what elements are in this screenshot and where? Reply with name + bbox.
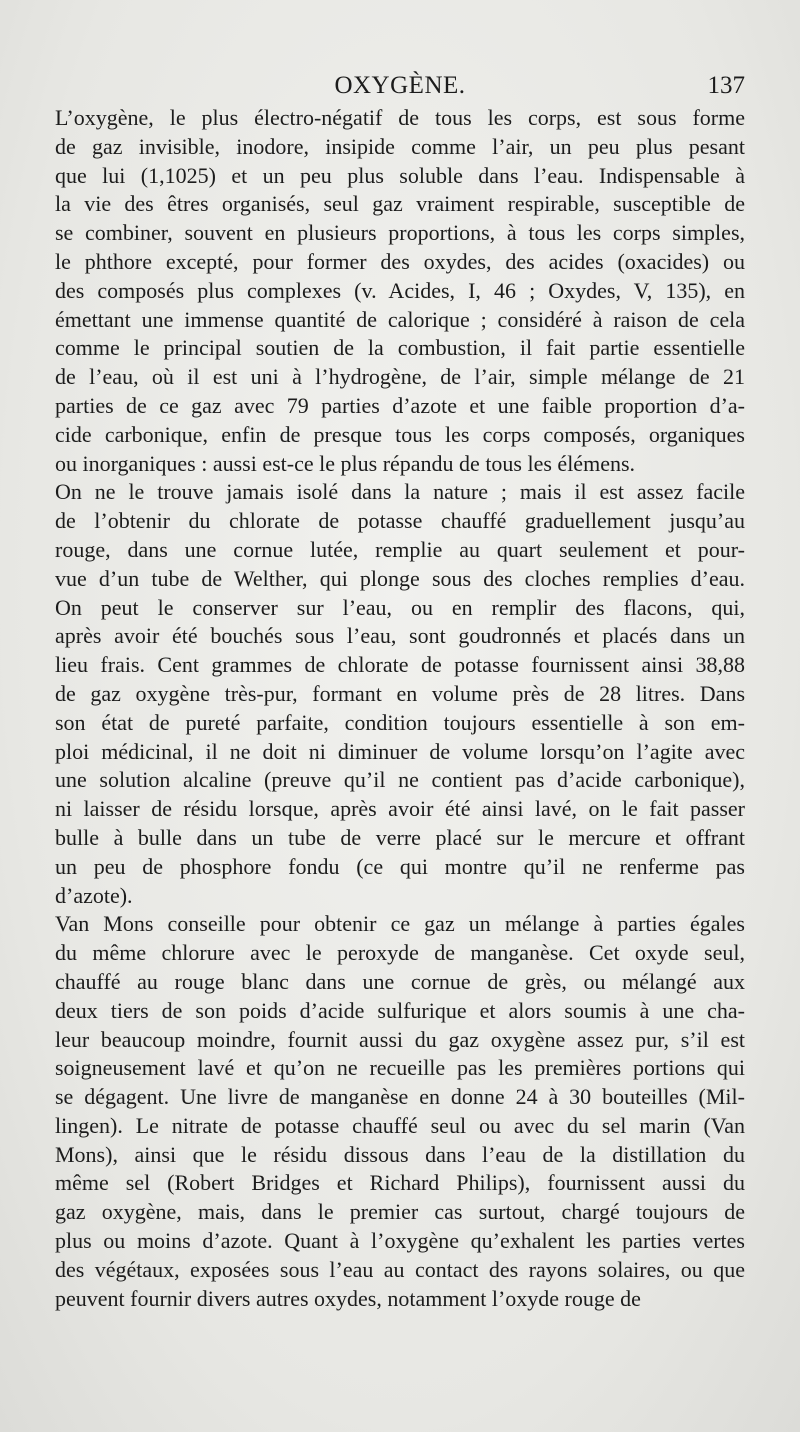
text-line: le phthore excepté, pour former des oxydes, des acides (oxacides) ou [55,248,745,274]
text-line: des végétaux, exposées sous l’eau au contact des rayons solaires, ou que [55,1256,745,1282]
text-line: cide carbonique, enfin de presque tous les corps composés, organiques [55,421,745,447]
text-line: se dégagent. Une livre de manganèse en donne 24 à 30 bouteilles (Mil- [55,1084,745,1110]
text-line: Van Mons conseille pour obtenir ce gaz un mélange à parties égales [55,911,745,937]
text-line: On peut le conserver sur l’eau, ou en remplir des flacons, qui, [55,594,745,620]
text-line: ni laisser de résidu lorsque, après avoir été ainsi lavé, on le fait passer [55,796,745,822]
text-line: son état de pureté parfaite, condition toujours essentielle à son em- [55,709,745,735]
page-number: 137 [707,72,745,99]
text-line: de gaz invisible, inodore, insipide comme l’air, un peu plus pesant [55,133,745,159]
running-head [55,72,745,104]
text-line: la vie des êtres organisés, seul gaz vraiment respirable, susceptible de [55,191,745,217]
text-line: leur beaucoup moindre, fournit aussi du gaz oxygène assez pur, s’il est [55,1026,745,1052]
text-line: de gaz oxygène très-pur, formant en volume près de 28 litres. Dans [55,680,745,706]
text-line: plus ou moins d’azote. Quant à l’oxygène qu’exhalent les parties vertes [55,1228,745,1254]
text-line: parties de ce gaz avec 79 parties d’azote et une faible proportion d’a- [55,392,745,418]
text-line: bulle à bulle dans un tube de verre placé sur le mercure et offrant [55,824,745,850]
text-line: se combiner, souvent en plusieurs proportions, à tous les corps simples, [55,220,745,246]
text-line: peuvent fournir divers autres oxydes, notamment l’oxyde rouge de [55,1285,641,1311]
text-line: émettant une immense quantité de calorique ; considéré à raison de cela [55,306,745,332]
text-line: On ne le trouve jamais isolé dans la nature ; mais il est assez facile [55,479,745,505]
text-line: Mons), ainsi que le résidu dissous dans l’eau de la distillation du [55,1141,745,1167]
text-line: gaz oxygène, mais, dans le premier cas surtout, chargé toujours de [55,1199,745,1225]
text-line: ploi médicinal, il ne doit ni diminuer de volume lorsqu’on l’agite avec [55,738,745,764]
text-line: soigneusement lavé et qu’on ne recueille pas les premières portions qui [55,1055,745,1081]
paragraph [55,104,745,478]
body-text [55,104,745,1313]
text-line: chauffé au rouge blanc dans une cornue de grès, ou mélangé aux [55,968,745,994]
text-line: ou inorganiques : aussi est-ce le plus répandu de tous les élémens. [55,450,636,476]
paragraph [55,478,745,910]
text-line: un peu de phosphore fondu (ce qui montre qu’il ne renferme pas [55,853,745,879]
text-line: deux tiers de son poids d’acide sulfurique et alors soumis à une cha- [55,997,745,1023]
text-line: lieu frais. Cent grammes de chlorate de potasse fournissent ainsi 38,88 [55,652,745,678]
text-line: de l’obtenir du chlorate de potasse chauffé graduellement jusqu’au [55,508,745,534]
text-line: d’azote). [55,882,133,908]
text-line: rouge, dans une cornue lutée, remplie au quart seulement et pour- [55,536,745,562]
text-line: du même chlorure avec le peroxyde de manganèse. Cet oxyde seul, [55,940,745,966]
page-title: OXYGÈNE. [334,72,466,99]
text-line: après avoir été bouchés sous l’eau, sont goudronnés et placés dans un [55,623,745,649]
text-line: de l’eau, où il est uni à l’hydrogène, de l’air, simple mélange de 21 [55,364,745,390]
text-line: vue d’un tube de Welther, qui plonge sous des cloches remplies d’eau. [55,565,745,591]
text-line: que lui (1,1025) et un peu plus soluble dans l’eau. Indispensable à [55,162,745,188]
text-line: L’oxygène, le plus électro-négatif de tous les corps, est sous forme [55,105,745,130]
text-line: une solution alcaline (preuve qu’il ne contient pas d’acide carbonique), [55,767,745,793]
text-line: lingen). Le nitrate de potasse chauffé seul ou avec du sel marin (Van [55,1112,745,1138]
text-line: comme le principal soutien de la combustion, il fait partie essentielle [55,335,745,361]
text-line: même sel (Robert Bridges et Richard Philips), fournissent aussi du [55,1170,745,1196]
text-line: des composés plus complexes (v. Acides, I, 46 ; Oxydes, V, 135), en [55,277,745,303]
paragraph [55,910,745,1313]
